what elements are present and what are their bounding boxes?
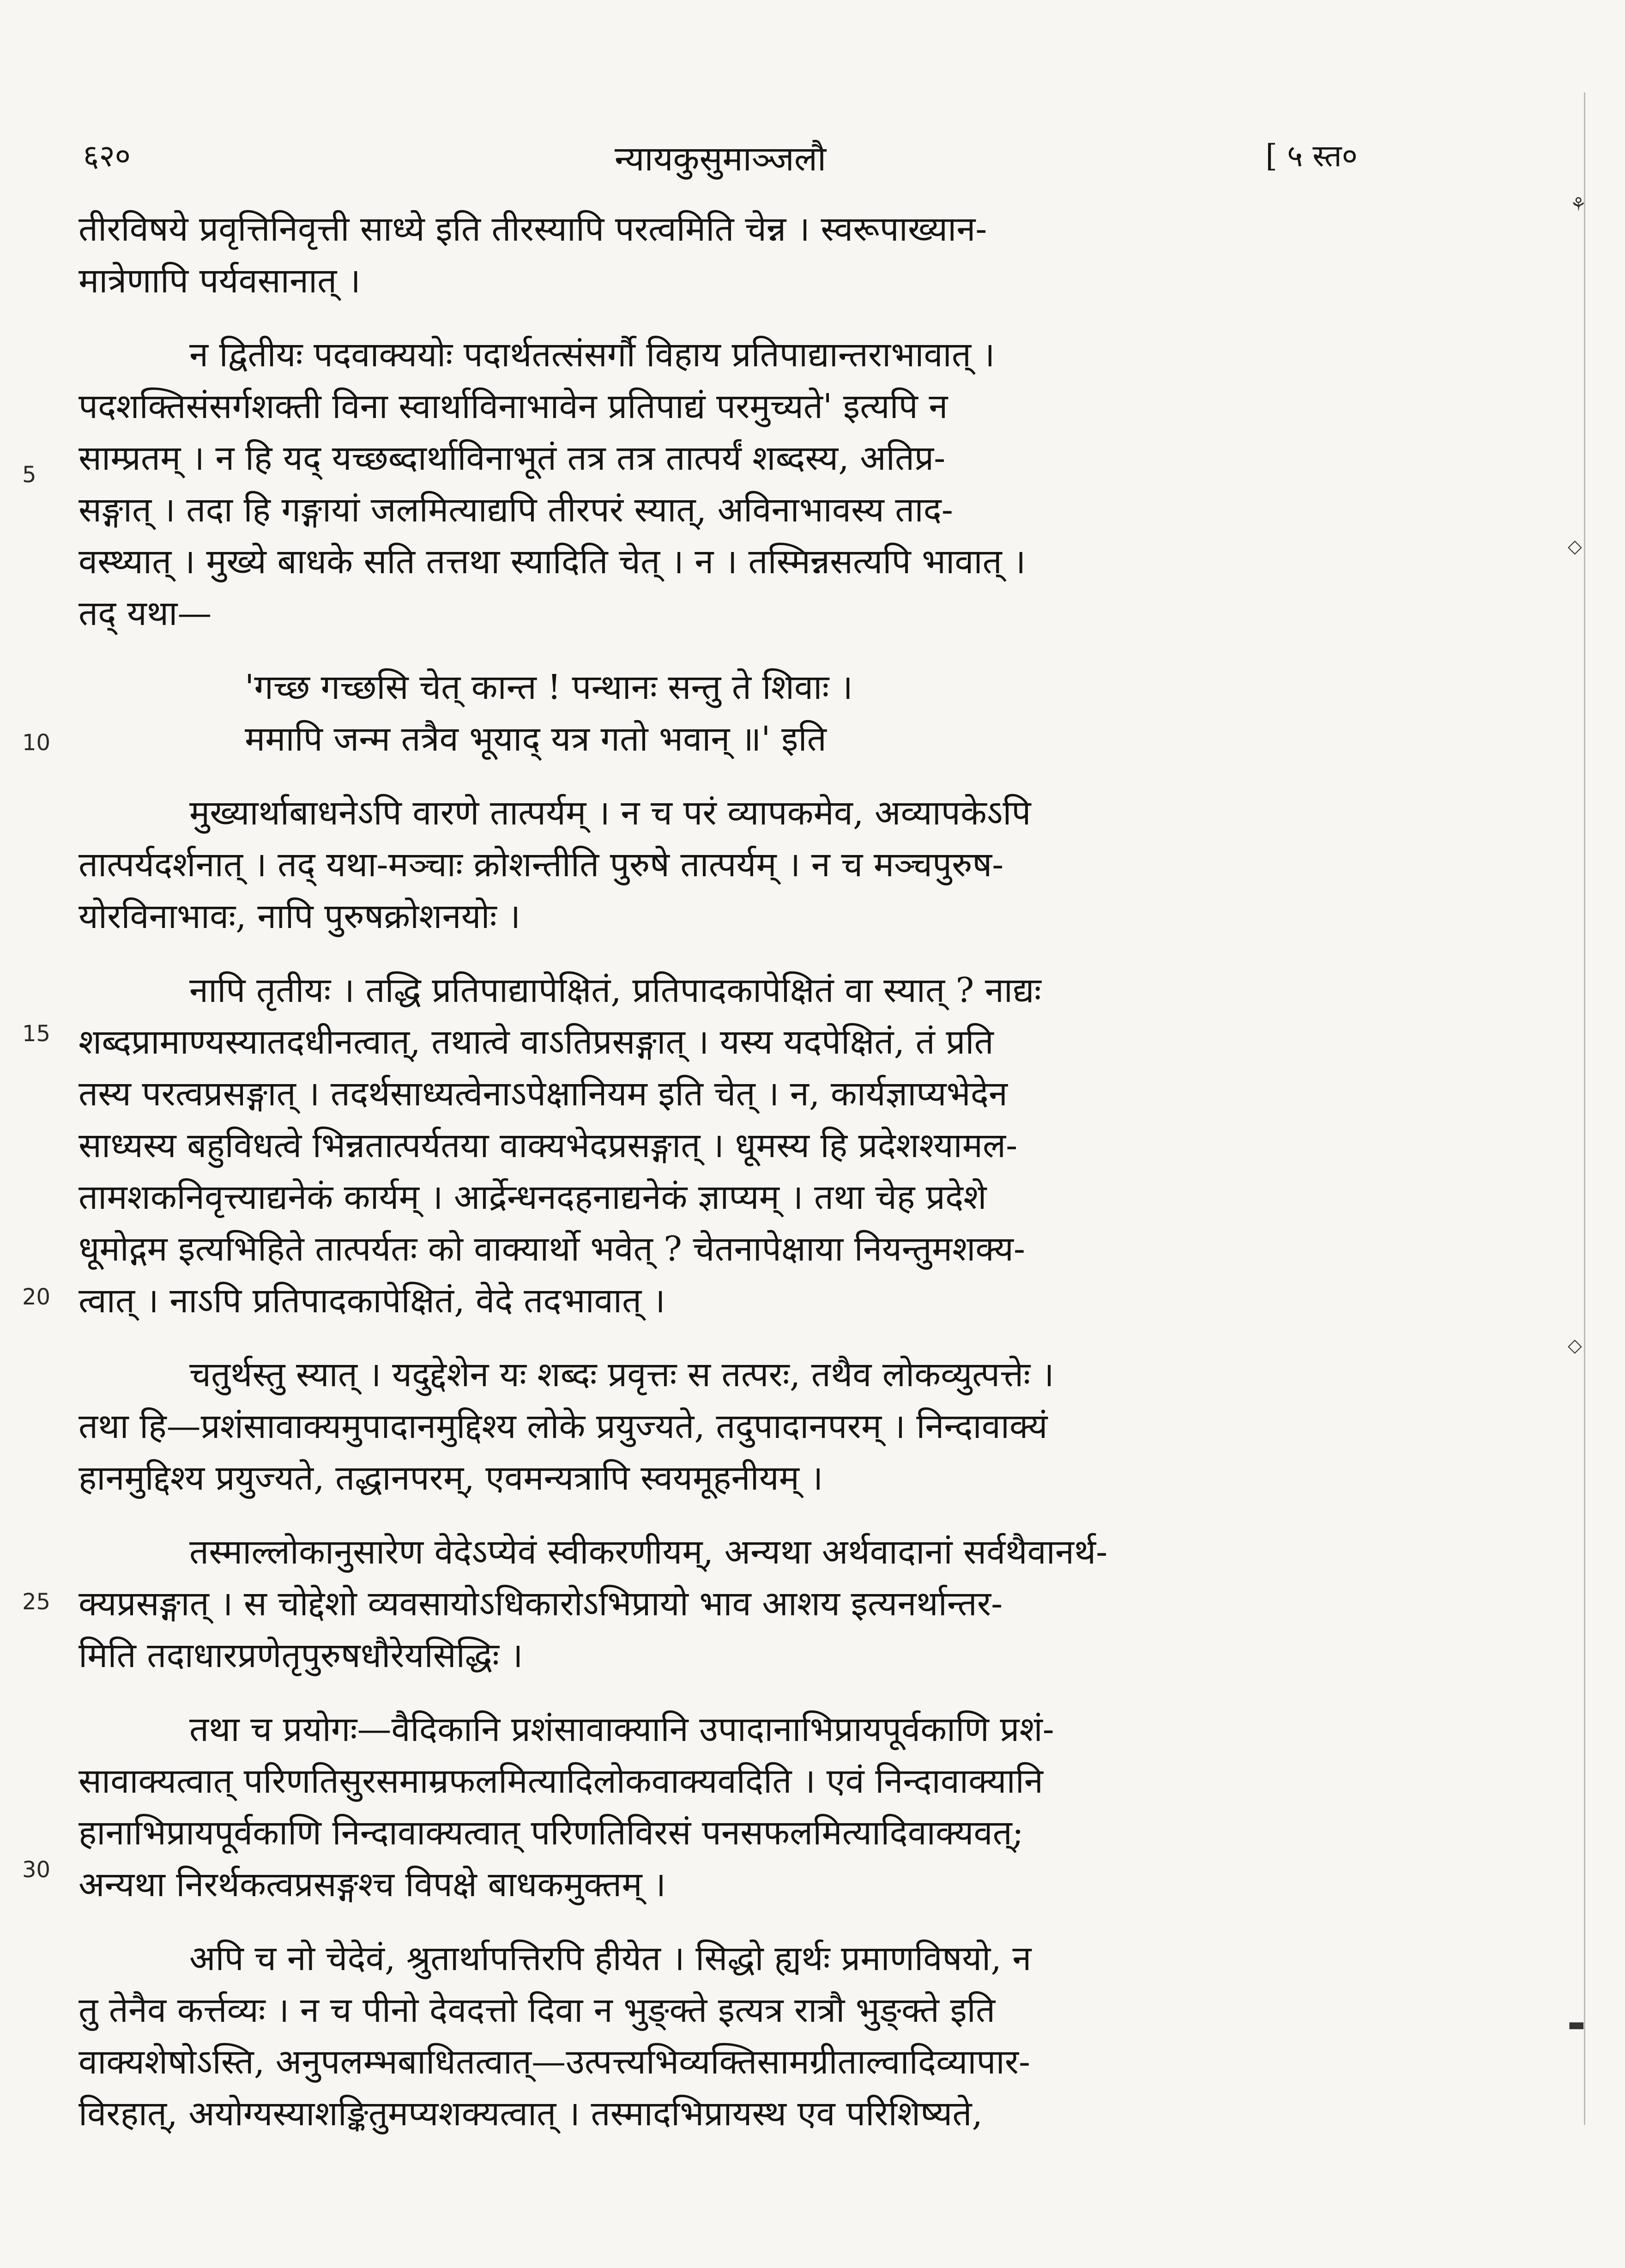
text-line: तथा च प्रयोगः—वैदिकानि प्रशंसावाक्यानि उपादानाभिप्रायपूर्वकाणि प्रशं-	[189, 1710, 1054, 1749]
section-marker: [ ५ स्त०	[1265, 138, 1358, 174]
text-line: सङ्गात् । तदा हि गङ्गायां जलमित्याद्यपि तीरपरं स्यात्, अविनाभावस्य ताद-	[79, 490, 953, 530]
binding-mark: ◇	[1568, 1335, 1582, 1356]
binding-mark: ▬	[1568, 2014, 1585, 2035]
text-line: मुख्यार्थाबाधनेऽपि वारणे तात्पर्यम् । न च परं व्यापकमेव, अव्यापकेऽपि	[189, 793, 1031, 833]
text-line: वाक्यशेषोऽस्ति, अनुपलम्भबाधितत्वात्—उत्पत्त्यभिव्यक्तिसामग्रीताल्वादिव्यापार-	[79, 2042, 1031, 2082]
text-line: वस्थ्यात् । मुख्ये बाधके सति तत्तथा स्यादिति चेत् । न । तस्मिन्नसत्यपि भावात् ।	[79, 542, 1026, 582]
text-line: चतुर्थस्तु स्यात् । यदुद्देशेन यः शब्दः प्रवृत्तः स तत्परः, तथैव लोकव्युत्पत्तेः ।	[189, 1355, 1054, 1395]
text-line: तस्माल्लोकानुसारेण वेदेऽप्येवं स्वीकरणीयम्, अन्यथा अर्थवादानां सर्वथैवानर्थ-	[189, 1532, 1108, 1572]
binding-mark: ◇	[1568, 536, 1582, 557]
line-number: 10	[22, 730, 51, 756]
text-line: तीरविषये प्रवृत्तिनिवृत्ती साध्ये इति तीरस्यापि परत्वमिति चेन्न । स्वरूपाख्यान-	[79, 209, 987, 249]
page-header	[83, 134, 1358, 185]
text-line: तस्य परत्वप्रसङ्गात् । तदर्थसाध्यत्वेनाऽपेक्षानियम इति चेत् । न, कार्यज्ञाप्यभेदेन	[79, 1074, 1008, 1114]
line-number: 30	[22, 1857, 51, 1883]
verse-line: 'गच्छ गच्छसि चेत् कान्त ! पन्थानः सन्तु ते शिवाः ।	[245, 667, 853, 707]
text-line: धूमोद्गम इत्यभिहिते तात्पर्यतः को वाक्यार्थो भवेत् ? चेतनापेक्षाया नियन्तुमशक्य-	[79, 1229, 1025, 1269]
text-line: अपि च नो चेदेवं, श्रुतार्थापत्तिरपि हीयेत । सिद्धो ह्यर्थः प्रमाणविषयो, न	[189, 1939, 1032, 1978]
text-line: साध्यस्य बहुविधत्वे भिन्नतात्पर्यतया वाक्यभेदप्रसङ्गात् । धूमस्य हि प्रदेशश्यामल-	[79, 1126, 1018, 1165]
text-line: योरविनाभावः, नापि पुरुषक्रोशनयोः ।	[79, 897, 521, 936]
line-number: 25	[22, 1589, 51, 1615]
text-line: विरहात्, अयोग्यस्याशङ्कितुमप्यशक्यत्वात् । तस्मादभिप्रायस्थ एव परिशिष्यते,	[79, 2094, 983, 2134]
text-line: मिति तदाधारप्रणेतृपुरुषधौरेयसिद्धिः ।	[79, 1636, 523, 1675]
text-line: मात्रेणापि पर्यवसानात् ।	[79, 261, 361, 301]
text-line: न द्वितीयः पदवाक्ययोः पदार्थतत्संसर्गौ विहाय प्रतिपाद्यान्तराभावात् ।	[189, 335, 995, 375]
text-line: तथा हि—प्रशंसावाक्यमुपादानमुद्दिश्य लोके प्रयुज्यते, तदुपादानपरम् । निन्दावाक्यं	[79, 1407, 1048, 1446]
binding-edge	[1584, 92, 1585, 2125]
text-line: क्यप्रसङ्गात् । स चोद्देशो व्यवसायोऽधिकारोऽभिप्रायो भाव आशय इत्यनर्थान्तर-	[79, 1584, 1003, 1624]
text-line: पदशक्तिसंसर्गशक्ती विना स्वार्थाविनाभावेन प्रतिपाद्यं परमुच्यते' इत्यपि न	[79, 387, 948, 426]
line-number: 20	[22, 1284, 51, 1310]
running-title: न्यायकुसुमाञ्जलौ	[614, 139, 827, 179]
text-line: हानाभिप्रायपूर्वकाणि निन्दावाक्यत्वात् परिणतिविरसं पनसफलमित्यादिवाक्यवत्;	[79, 1813, 1024, 1853]
text-line: त्वात् । नाऽपि प्रतिपादकापेक्षितं, वेदे तदभावात् ।	[79, 1281, 665, 1321]
text-line: शब्दप्रामाण्यस्यातदधीनत्वात्, तथात्वे वाऽतिप्रसङ्गात् । यस्य यदपेक्षितं, तं प्रति	[79, 1022, 994, 1062]
page-number: ६२०	[83, 138, 131, 174]
text-line: हानमुद्दिश्य प्रयुज्यते, तद्धानपरम्, एवमन्यत्रापि स्वयमूहनीयम् ।	[79, 1458, 823, 1498]
line-number: 15	[22, 1021, 51, 1047]
line-number: 5	[22, 462, 36, 488]
text-line: नापि तृतीयः । तद्धि प्रतिपाद्यापेक्षितं, प्रतिपादकापेक्षितं वा स्यात् ? नाद्यः	[189, 970, 1041, 1010]
binding-mark: ⚘	[1570, 194, 1587, 215]
text-line: तद् यथा—	[79, 594, 212, 633]
text-line: तामशकनिवृत्त्याद्यनेकं कार्यम् । आर्द्रेन्धनदहनाद्यनेकं ज्ञाप्यम् । तथा चेह प्रदेशे	[79, 1177, 987, 1217]
verse-line: ममापि जन्म तत्रैव भूयाद् यत्र गतो भवान् ॥' इति	[245, 719, 827, 759]
text-line: तात्पर्यदर्शनात् । तद् यथा-मञ्चाः क्रोशन्तीति पुरुषे तात्पर्यम् । न च मञ्चपुरुष-	[79, 845, 1004, 885]
page-body	[79, 203, 1362, 2140]
text-line: तु तेनैव कर्त्तव्यः । न च पीनो देवदत्तो दिवा न भुङ्क्ते इत्यत्र रात्रौ भुङ्क्ते इति	[79, 1990, 996, 2030]
text-line: अन्यथा निरर्थकत्वप्रसङ्गश्च विपक्षे बाधकमुक्तम् ।	[79, 1865, 666, 1904]
text-line: सावाक्यत्वात् परिणतिसुरसमाम्रफलमित्यादिलोकवाक्यवदिति । एवं निन्दावाक्यानि	[79, 1761, 1043, 1801]
text-line: साम्प्रतम् । न हि यद् यच्छब्दार्थाविनाभूतं तत्र तत्र तात्पर्यं शब्दस्य, अतिप्र-	[79, 438, 946, 478]
